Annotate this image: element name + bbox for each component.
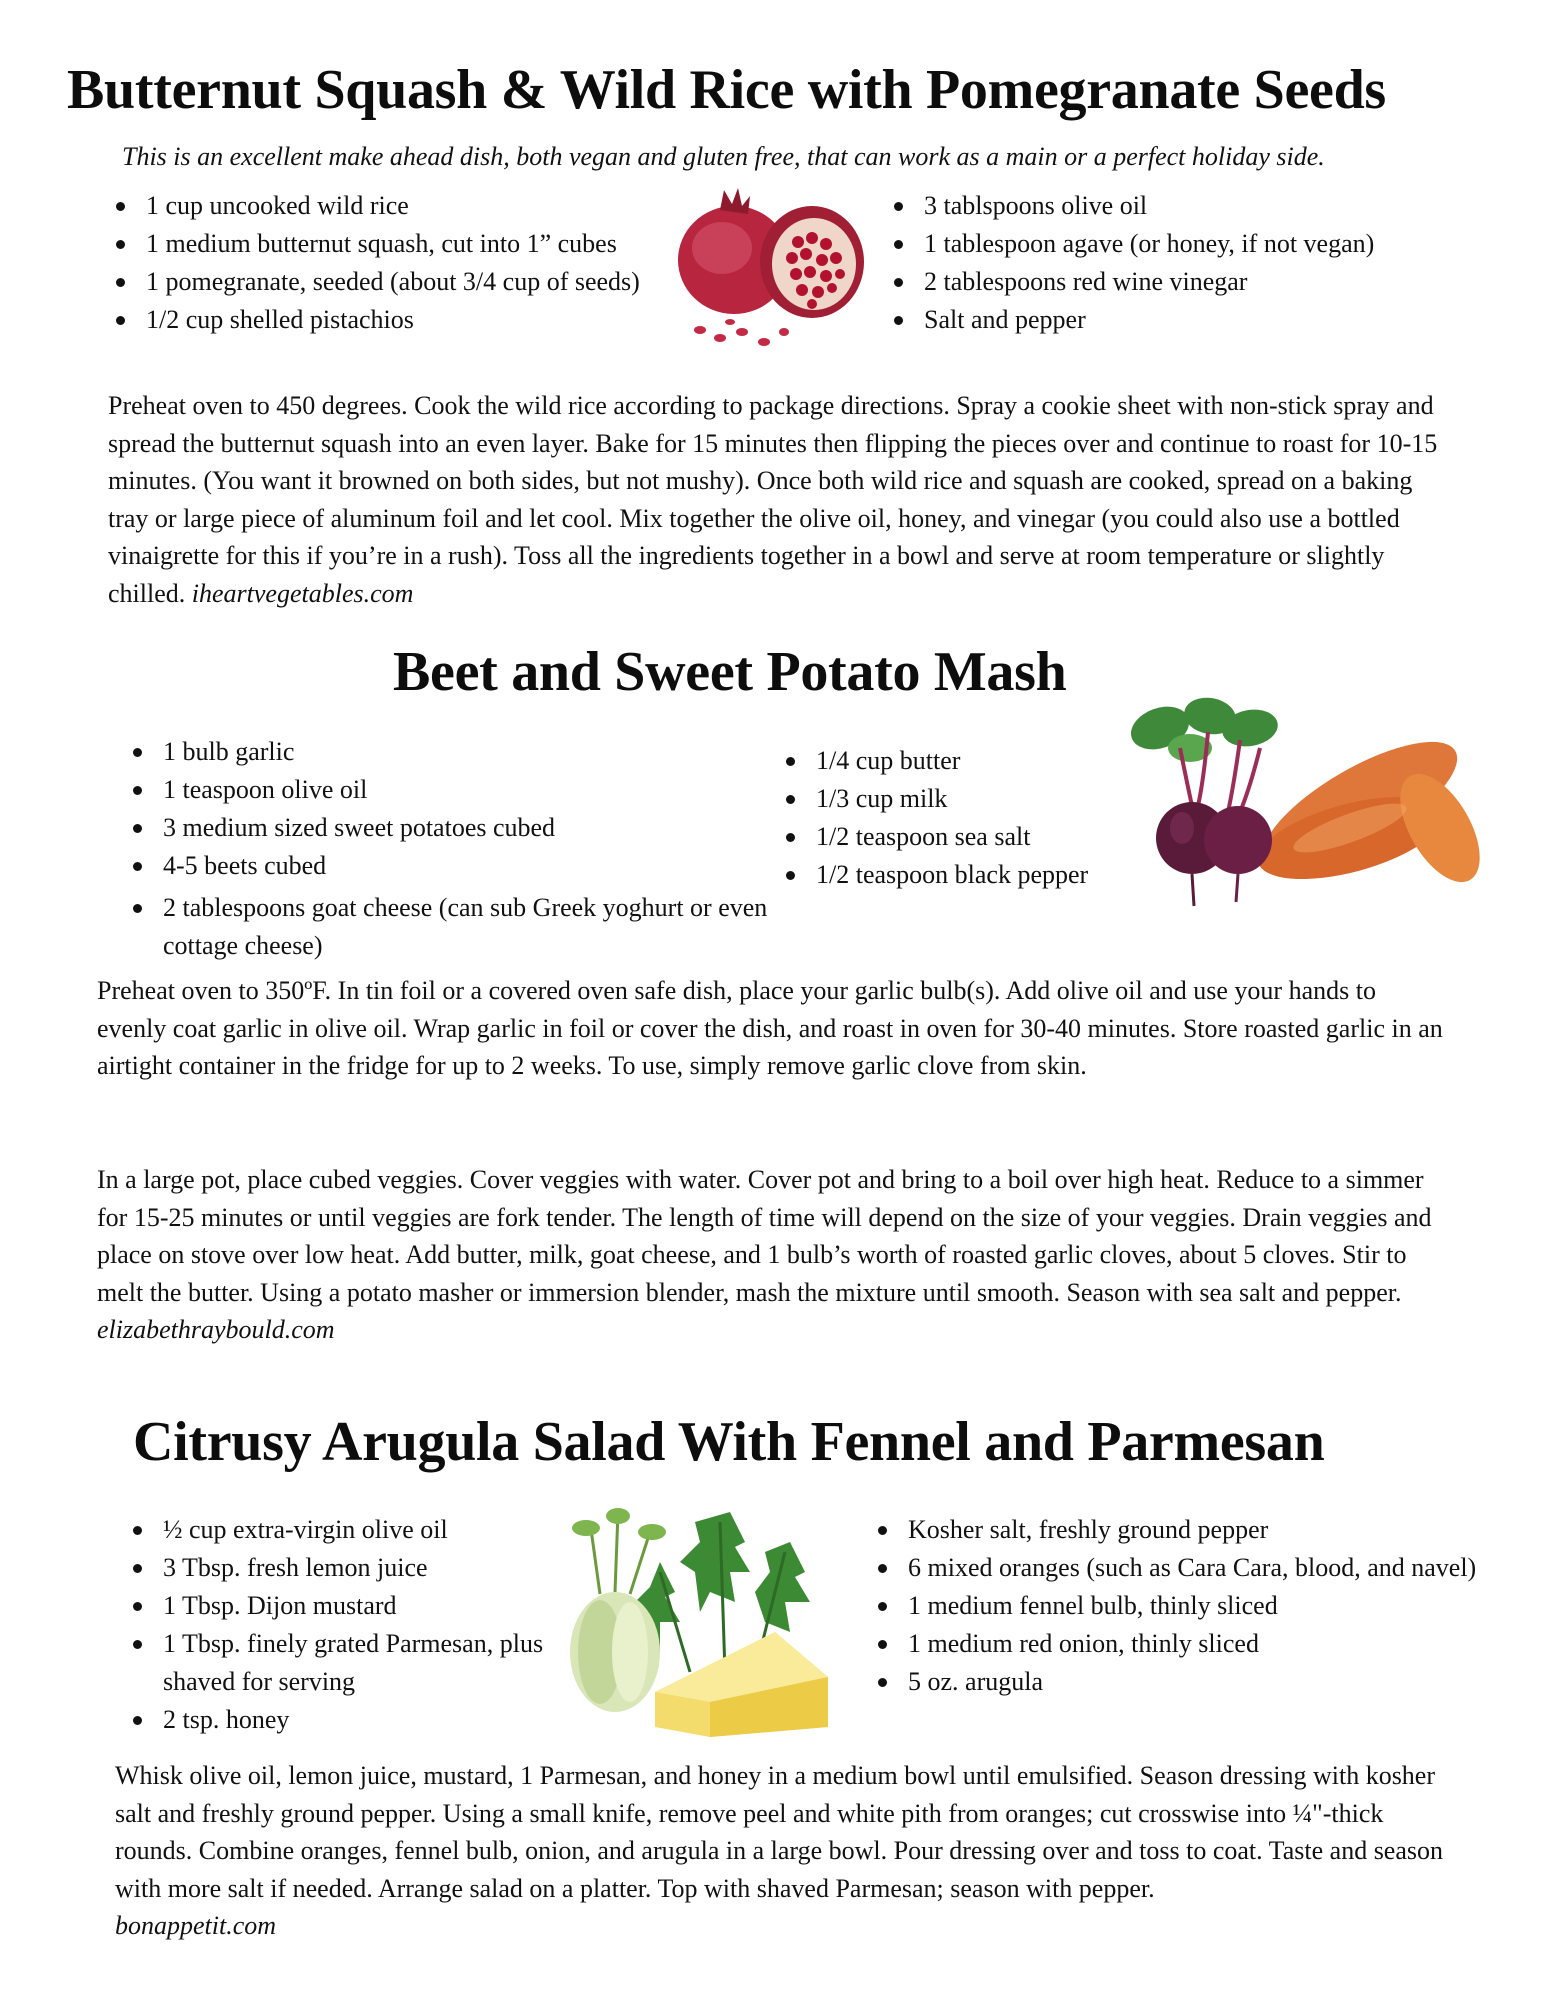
ingredient-list-left <box>125 1511 613 1739</box>
list-item: 1 medium butternut squash, cut into 1” cubes <box>146 225 716 263</box>
list-item: 4-5 beets cubed <box>163 847 803 885</box>
list-item: 1/3 cup milk <box>816 780 1146 818</box>
recipe-directions-step-2: In a large pot, place cubed veggies. Cover veggies with water. Cover pot and bring to a boil over high heat. Reduce to a simmer for 15-25 minutes or until veggies are fork tender. The length of time will depend on the size of your veggies. Drain veggies and place on stove over low heat. Add butter, milk, goat cheese, and 1 bulb’s worth of roasted garlic cloves, about 5 cloves. Stir to melt the butter. Using a potato masher or immersion blender, mash the mixture until smooth. Season with sea salt and pepper. elizabethraybould.com <box>97 1165 1432 1344</box>
recipe-title: Butternut Squash & Wild Rice with Pomegranate Seeds <box>67 59 1386 121</box>
beets-and-sweet-potatoes-icon <box>1100 688 1490 918</box>
recipe-intro: This is an excellent make ahead dish, both vegan and gluten free, that can work as a main or a perfect holiday side. <box>122 142 1325 171</box>
list-item: 1 teaspoon olive oil <box>163 771 803 809</box>
list-item: 1/4 cup butter <box>816 742 1146 780</box>
list-item: 1 pomegranate, seeded (about 3/4 cup of seeds) <box>146 263 716 301</box>
recipe-directions: Whisk olive oil, lemon juice, mustard, 1 Parmesan, and honey in a medium bowl until emulsified. Season dressing with kosher salt and freshly ground pepper. Using a small knife, remove peel and white pith from oranges; cut crosswise into ¼"-thick rounds. Combine oranges, fennel bulb, onion, and arugula in a large bowl. Pour dressing over and toss to coat. Taste and season with more salt if needed. Arrange salad on a platter. Top with shaved Parmesan; season with pepper. bonappetit.com <box>115 1761 1444 1940</box>
recipe-title: Beet and Sweet Potato Mash <box>393 641 1067 703</box>
list-item: Kosher salt, freshly ground pepper <box>908 1511 1508 1549</box>
list-item: 1 cup uncooked wild rice <box>146 187 716 225</box>
list-item: 1/2 cup shelled pistachios <box>146 301 716 339</box>
list-item: 1 bulb garlic <box>163 733 803 771</box>
list-item: 3 medium sized sweet potatoes cubed <box>163 809 803 847</box>
ingredient-list-right <box>778 742 1146 894</box>
list-item: 1 medium fennel bulb, thinly sliced <box>908 1587 1508 1625</box>
list-item: 5 oz. arugula <box>908 1663 1508 1701</box>
list-item: ½ cup extra-virgin olive oil <box>163 1511 613 1549</box>
list-item: 3 tablspoons olive oil <box>924 187 1484 225</box>
list-item: 1/2 teaspoon black pepper <box>816 856 1146 894</box>
list-item: 2 tsp. honey <box>163 1701 613 1739</box>
list-item: 1 Tbsp. finely grated Parmesan, plus shaved for serving <box>163 1625 613 1701</box>
list-item: 1 Tbsp. Dijon mustard <box>163 1587 613 1625</box>
ingredient-list-right <box>870 1511 1508 1701</box>
recipe-directions-step-1: Preheat oven to 350ºF. In tin foil or a covered oven safe dish, place your garlic bulb(s). Add olive oil and use your hands to evenly coat garlic in olive oil. Wrap garlic in foil or cover the dish, and roast in oven for 30-40 minutes. Store roasted garlic in an airtight container in the fridge for up to 2 weeks. To use, simply remove garlic clove from skin. <box>97 976 1443 1080</box>
ingredient-list-left <box>108 187 716 339</box>
recipe-source: bonappetit.com <box>115 1911 277 1940</box>
list-item: 6 mixed oranges (such as Cara Cara, blood, and navel) <box>908 1549 1508 1587</box>
recipe-source: iheartvegetables.com <box>191 578 414 608</box>
list-item: 1 medium red onion, thinly sliced <box>908 1625 1508 1663</box>
recipe-source: elizabethraybould.com <box>97 1315 335 1344</box>
recipe-directions: Preheat oven to 450 degrees. Cook the wild rice according to package directions. Spray a cookie sheet with non-stick spray and spread the butternut squash into an even layer. Bake for 15 minutes then flipping the pieces over and continue to roast for 10-15 minutes. (You want it browned on both sides, but not mushy). Once both wild rice and squash are cooked, spread on a baking tray or large piece of aluminum foil and let cool. Mix together the olive oil, honey, and vinegar (you could also use a bottled vinaigrette for this if you’re in a rush). Toss all the ingredients together in a bowl and serve at room temperature or slightly chilled. iheartvegetables.com <box>108 391 1438 608</box>
ingredient-list-right <box>886 187 1484 339</box>
fennel-arugula-parmesan-icon <box>560 1502 845 1742</box>
list-item: Salt and pepper <box>924 301 1484 339</box>
recipe-title: Citrusy Arugula Salad With Fennel and Parmesan <box>133 1411 1325 1473</box>
list-item: 1/2 teaspoon sea salt <box>816 818 1146 856</box>
pomegranate-icon <box>672 182 882 352</box>
list-item: 2 tablespoons goat cheese (can sub Greek yoghurt or even cottage cheese) <box>163 889 803 965</box>
list-item: 1 tablespoon agave (or honey, if not vegan) <box>924 225 1484 263</box>
ingredient-list-left <box>125 733 803 965</box>
list-item: 2 tablespoons red wine vinegar <box>924 263 1484 301</box>
list-item: 3 Tbsp. fresh lemon juice <box>163 1549 613 1587</box>
